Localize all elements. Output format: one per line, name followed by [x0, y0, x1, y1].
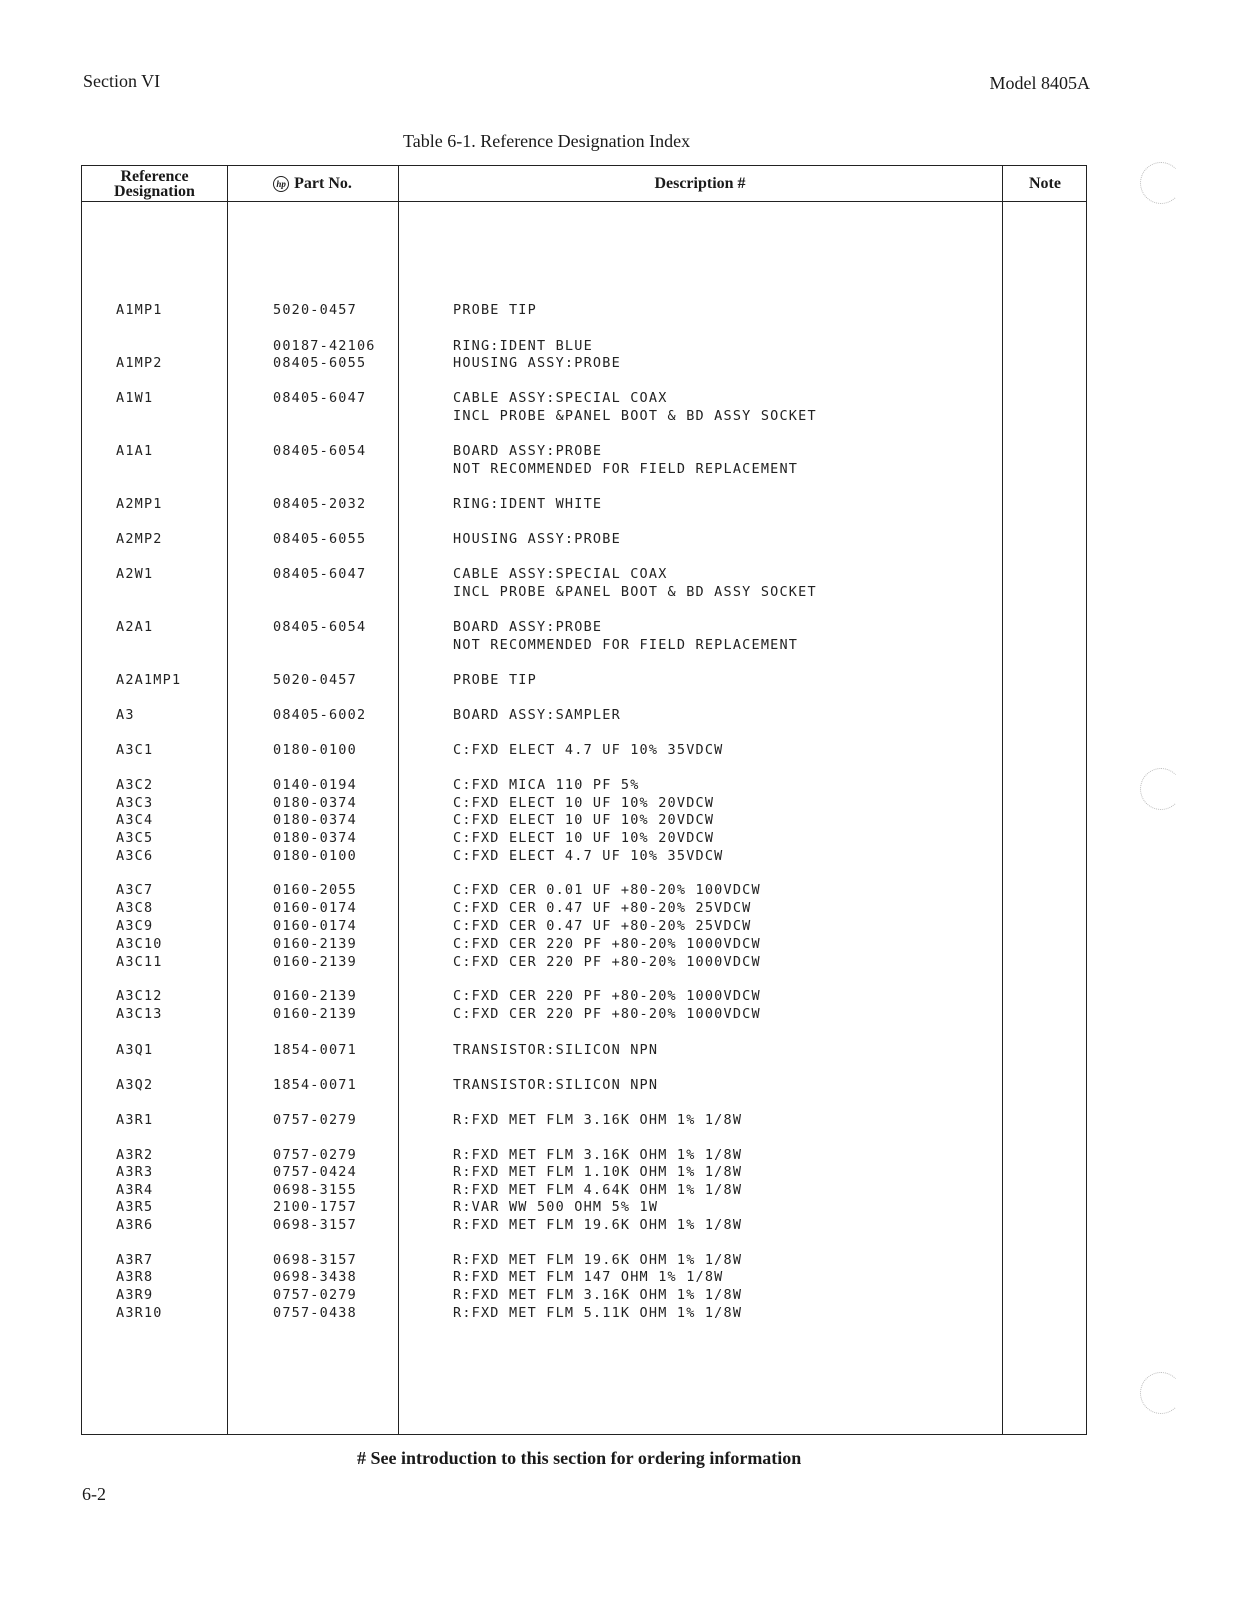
column-divider	[398, 166, 399, 1434]
column-divider	[227, 166, 228, 1434]
reference-designation-cell: A1MP1	[116, 302, 163, 318]
part-number-cell: 08405-6047	[273, 566, 367, 582]
part-number-cell: 08405-6054	[273, 443, 367, 459]
description-cell: BOARD ASSY:SAMPLER	[453, 707, 621, 723]
part-number-cell: 0180-0374	[273, 812, 357, 828]
punch-hole-mark	[1140, 162, 1182, 204]
description-cell: C:FXD CER 220 PF +80-20% 1000VDCW	[453, 936, 761, 952]
reference-designation-cell: A3R8	[116, 1269, 154, 1285]
part-number-cell: 08405-6055	[273, 531, 367, 547]
reference-designation-cell: A3C1	[116, 742, 154, 758]
footnote: # See introduction to this section for ordering information	[357, 1448, 802, 1468]
description-cell: PROBE TIP	[453, 302, 537, 318]
description-cell: NOT RECOMMENDED FOR FIELD REPLACEMENT	[453, 637, 799, 653]
description-cell: C:FXD CER 0.47 UF +80-20% 25VDCW	[453, 900, 752, 916]
reference-designation-cell: A3R10	[116, 1305, 163, 1321]
page-number: 6-2	[82, 1484, 106, 1504]
part-number-cell: 0698-3157	[273, 1252, 357, 1268]
description-cell: R:FXD MET FLM 19.6K OHM 1% 1/8W	[453, 1252, 743, 1268]
description-cell: RING:IDENT BLUE	[453, 338, 593, 354]
description-cell: R:FXD MET FLM 3.16K OHM 1% 1/8W	[453, 1287, 743, 1303]
part-number-cell: 08405-2032	[273, 496, 367, 512]
column-header-note-label: Note	[1029, 175, 1061, 192]
column-divider	[1002, 166, 1003, 1434]
reference-designation-cell: A2A1MP1	[116, 672, 182, 688]
part-number-cell: 0180-0374	[273, 795, 357, 811]
part-number-cell: 08405-6047	[273, 390, 367, 406]
description-cell: C:FXD ELECT 10 UF 10% 20VDCW	[453, 795, 715, 811]
table-title: Table 6-1. Reference Designation Index	[403, 131, 691, 151]
description-cell: R:FXD MET FLM 4.64K OHM 1% 1/8W	[453, 1182, 743, 1198]
part-number-cell: 2100-1757	[273, 1199, 357, 1215]
reference-designation-cell: A1W1	[116, 390, 154, 406]
reference-designation-cell: A3C2	[116, 777, 154, 793]
part-number-cell: 0180-0100	[273, 742, 357, 758]
description-cell: PROBE TIP	[453, 672, 537, 688]
part-number-cell: 0160-0174	[273, 918, 357, 934]
reference-designation-cell: A3C9	[116, 918, 154, 934]
description-cell: R:VAR WW 500 OHM 5% 1W	[453, 1199, 659, 1215]
reference-designation-cell: A2W1	[116, 566, 154, 582]
description-cell: C:FXD CER 0.47 UF +80-20% 25VDCW	[453, 918, 752, 934]
description-cell: C:FXD CER 220 PF +80-20% 1000VDCW	[453, 988, 761, 1004]
part-number-cell: 0757-0279	[273, 1147, 357, 1163]
reference-designation-cell: A3Q2	[116, 1077, 154, 1093]
column-header-description	[398, 166, 1002, 201]
reference-designation-cell: A3C3	[116, 795, 154, 811]
description-cell: R:FXD MET FLM 5.11K OHM 1% 1/8W	[453, 1305, 743, 1321]
description-cell: C:FXD ELECT 4.7 UF 10% 35VDCW	[453, 742, 724, 758]
part-number-cell: 0757-0279	[273, 1112, 357, 1128]
reference-designation-cell: A3Q1	[116, 1042, 154, 1058]
part-number-cell: 5020-0457	[273, 672, 357, 688]
reference-designation-cell: A2A1	[116, 619, 154, 635]
punch-hole-mark	[1140, 768, 1182, 810]
description-cell: INCL PROBE &PANEL BOOT & BD ASSY SOCKET	[453, 584, 817, 600]
part-number-cell: 08405-6055	[273, 355, 367, 371]
description-cell: R:FXD MET FLM 19.6K OHM 1% 1/8W	[453, 1217, 743, 1233]
part-number-cell: 0180-0374	[273, 830, 357, 846]
part-number-cell: 0160-0174	[273, 900, 357, 916]
column-header-description-label: Description #	[654, 175, 746, 192]
reference-designation-cell: A3	[116, 707, 135, 723]
reference-designation-cell: A3R7	[116, 1252, 154, 1268]
column-header-reference	[82, 166, 227, 201]
header-divider	[82, 201, 1086, 202]
part-number-cell: 0757-0424	[273, 1164, 357, 1180]
hp-logo-icon: hp	[273, 176, 289, 192]
reference-designation-cell: A3R9	[116, 1287, 154, 1303]
description-cell: R:FXD MET FLM 1.10K OHM 1% 1/8W	[453, 1164, 743, 1180]
part-number-cell: 0698-3438	[273, 1269, 357, 1285]
description-cell: C:FXD ELECT 10 UF 10% 20VDCW	[453, 812, 715, 828]
description-cell: C:FXD CER 220 PF +80-20% 1000VDCW	[453, 1006, 761, 1022]
column-header-part-no-label: Part No.	[294, 175, 352, 192]
part-number-cell: 0160-2139	[273, 936, 357, 952]
part-number-cell: 0698-3157	[273, 1217, 357, 1233]
part-number-cell: 08405-6002	[273, 707, 367, 723]
description-cell: C:FXD CER 0.01 UF +80-20% 100VDCW	[453, 882, 761, 898]
part-number-cell: 0757-0279	[273, 1287, 357, 1303]
reference-designation-cell: A3R6	[116, 1217, 154, 1233]
reference-designation-cell: A3R4	[116, 1182, 154, 1198]
model-label: Model 8405A	[989, 73, 1090, 93]
reference-designation-cell: A3C12	[116, 988, 163, 1004]
reference-designation-cell: A3R3	[116, 1164, 154, 1180]
column-header-part-no	[227, 166, 398, 201]
reference-designation-cell: A1MP2	[116, 355, 163, 371]
column-header-note	[1002, 166, 1088, 201]
part-number-cell: 1854-0071	[273, 1077, 357, 1093]
description-cell: TRANSISTOR:SILICON NPN	[453, 1042, 659, 1058]
description-cell: RING:IDENT WHITE	[453, 496, 603, 512]
punch-hole-mark	[1140, 1372, 1182, 1414]
reference-designation-cell: A3C6	[116, 848, 154, 864]
part-number-cell: 0698-3155	[273, 1182, 357, 1198]
description-cell: C:FXD ELECT 10 UF 10% 20VDCW	[453, 830, 715, 846]
reference-designation-cell: A3C5	[116, 830, 154, 846]
description-cell: BOARD ASSY:PROBE	[453, 619, 603, 635]
description-cell: CABLE ASSY:SPECIAL COAX	[453, 566, 668, 582]
description-cell: C:FXD CER 220 PF +80-20% 1000VDCW	[453, 954, 761, 970]
part-number-cell: 0757-0438	[273, 1305, 357, 1321]
reference-designation-cell: A3C10	[116, 936, 163, 952]
description-cell: R:FXD MET FLM 147 OHM 1% 1/8W	[453, 1269, 724, 1285]
description-cell: C:FXD MICA 110 PF 5%	[453, 777, 640, 793]
reference-designation-cell: A3R1	[116, 1112, 154, 1128]
part-number-cell: 5020-0457	[273, 302, 357, 318]
description-cell: NOT RECOMMENDED FOR FIELD REPLACEMENT	[453, 461, 799, 477]
reference-designation-cell: A2MP2	[116, 531, 163, 547]
description-cell: BOARD ASSY:PROBE	[453, 443, 603, 459]
part-number-cell: 0160-2055	[273, 882, 357, 898]
description-cell: INCL PROBE &PANEL BOOT & BD ASSY SOCKET	[453, 408, 817, 424]
reference-designation-cell: A1A1	[116, 443, 154, 459]
reference-designation-cell: A3C8	[116, 900, 154, 916]
reference-designation-cell: A3C4	[116, 812, 154, 828]
reference-designation-cell: A3R2	[116, 1147, 154, 1163]
part-number-cell: 0140-0194	[273, 777, 357, 793]
description-cell: R:FXD MET FLM 3.16K OHM 1% 1/8W	[453, 1112, 743, 1128]
reference-designation-cell: A3R5	[116, 1199, 154, 1215]
part-number-cell: 0160-2139	[273, 1006, 357, 1022]
description-cell: HOUSING ASSY:PROBE	[453, 355, 621, 371]
reference-designation-cell: A3C13	[116, 1006, 163, 1022]
part-number-cell: 0160-2139	[273, 988, 357, 1004]
description-cell: HOUSING ASSY:PROBE	[453, 531, 621, 547]
description-cell: R:FXD MET FLM 3.16K OHM 1% 1/8W	[453, 1147, 743, 1163]
part-number-cell: 00187-42106	[273, 338, 376, 354]
description-cell: C:FXD ELECT 4.7 UF 10% 35VDCW	[453, 848, 724, 864]
part-number-cell: 0160-2139	[273, 954, 357, 970]
description-cell: CABLE ASSY:SPECIAL COAX	[453, 390, 668, 406]
reference-designation-cell: A3C7	[116, 882, 154, 898]
part-number-cell: 08405-6054	[273, 619, 367, 635]
reference-designation-cell: A3C11	[116, 954, 163, 970]
description-cell: TRANSISTOR:SILICON NPN	[453, 1077, 659, 1093]
part-number-cell: 0180-0100	[273, 848, 357, 864]
section-label: Section VI	[83, 71, 161, 91]
part-number-cell: 1854-0071	[273, 1042, 357, 1058]
reference-designation-cell: A2MP1	[116, 496, 163, 512]
column-header-reference-label: Reference Designation	[114, 167, 195, 200]
